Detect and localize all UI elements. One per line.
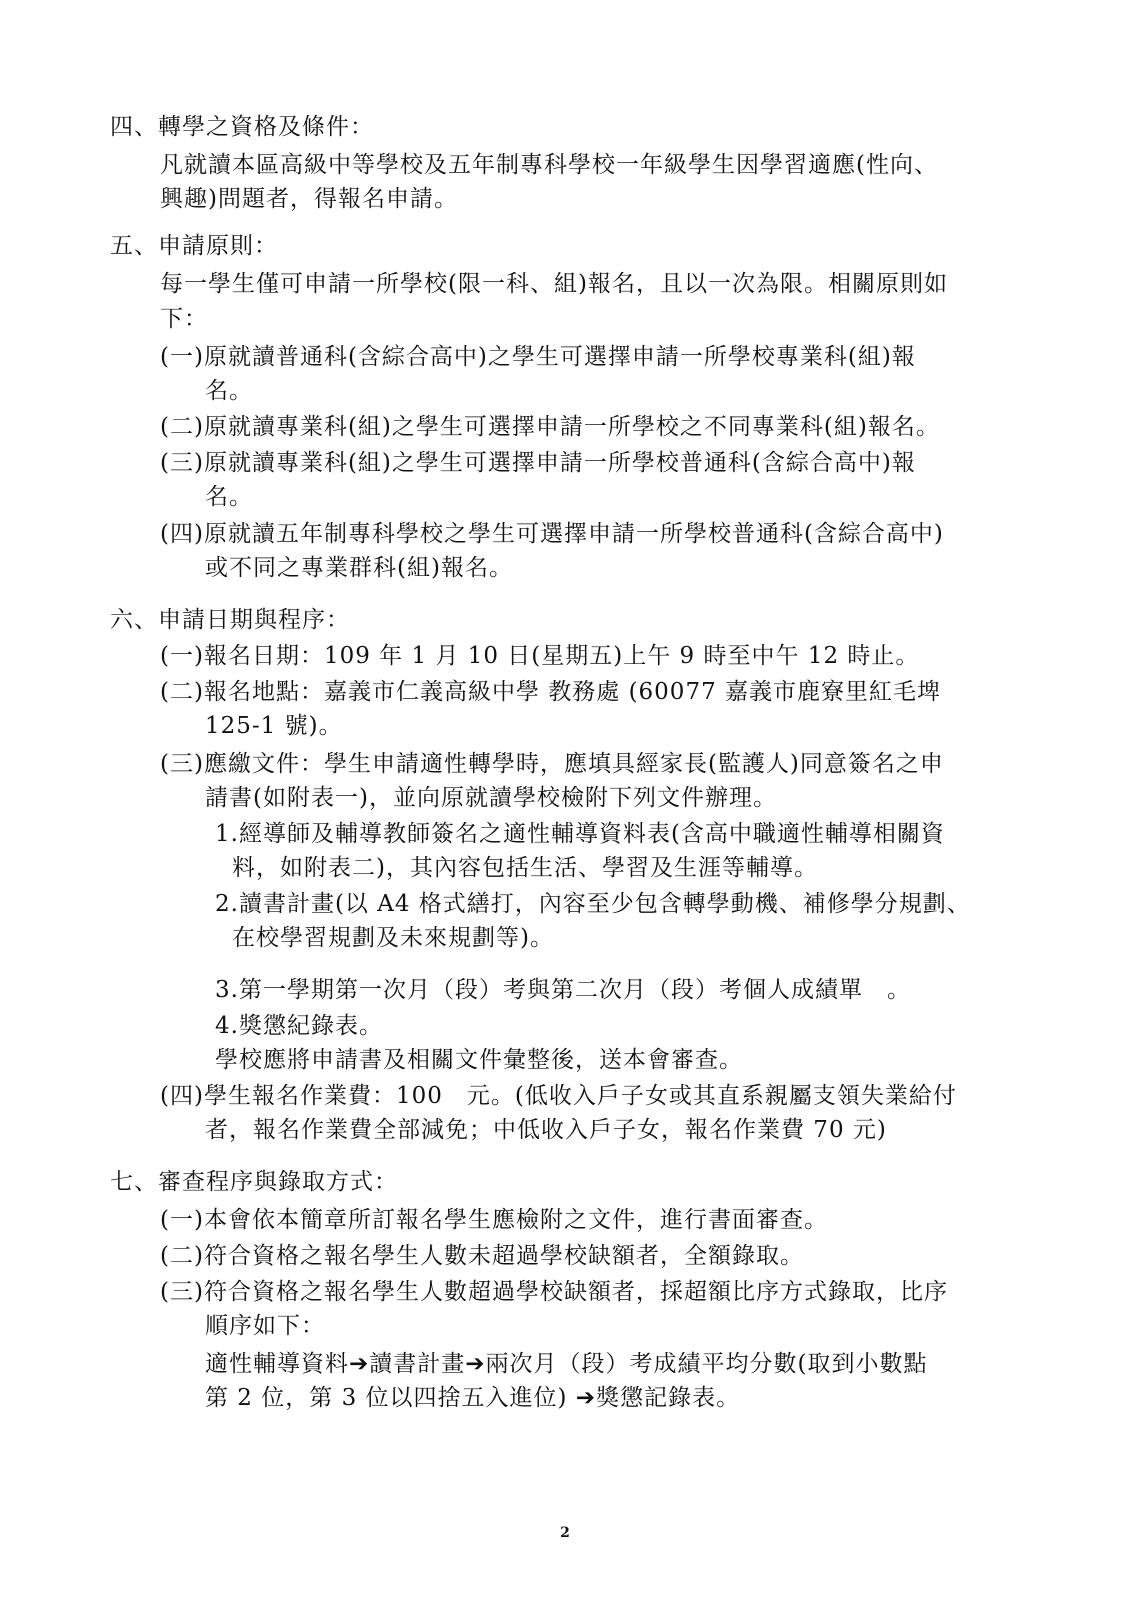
section7-item3-line2: 順序如下：	[205, 1313, 325, 1339]
section6-sub1-line2: 料，如附表二)，其內容包括生活、學習及生涯等輔導。	[232, 855, 818, 881]
section5-body-line1: 每一學生僅可申請一所學校(限一科、組)報名，且以一次為限。相關原則如	[160, 271, 948, 297]
section7-order-line1: 適性輔導資料➔讀書計畫➔兩次月（段）考成績平均分數(取到小數點	[205, 1351, 928, 1377]
section7-item3-line1: (三)符合資格之報名學生人數超過學校缺額者，採超額比序方式錄取，比序	[160, 1279, 948, 1305]
section5-item1-line2: 名。	[205, 378, 253, 404]
section6-note: 學校應將申請書及相關文件彙整後，送本會審查。	[215, 1047, 743, 1073]
section5-item4-line1: (四)原就讀五年制專科學校之學生可選擇申請一所學校普通科(含綜合高中)	[160, 521, 944, 547]
section4-heading: 四、轉學之資格及條件：	[110, 114, 374, 140]
section7-order-line2: 第 2 位，第 3 位以四捨五入進位) ➔獎懲記錄表。	[205, 1385, 741, 1411]
section6-sub2-line1: 2.讀書計畫(以 A4 格式繕打，內容至少包含轉學動機、補修學分規劃、	[215, 891, 971, 917]
section7-item1: (一)本會依本簡章所訂報名學生應檢附之文件，進行書面審查。	[160, 1207, 828, 1233]
section6-sub3: 3.第一學期第一次月（段）考與第二次月（段）考個人成績單 。	[215, 977, 911, 1003]
section5-body-line2: 下：	[160, 306, 208, 332]
section4-body-line2: 興趣)問題者，得報名申請。	[160, 186, 458, 212]
section5-item2-line1: (二)原就讀專業科(組)之學生可選擇申請一所學校之不同專業科(組)報名。	[160, 414, 940, 440]
section7-heading: 七、審查程序與錄取方式：	[110, 1169, 398, 1195]
section5-item3-line2: 名。	[205, 484, 253, 510]
section6-item4-line1: (四)學生報名作業費：100 元。(低收入戶子女或其直系親屬支領失業給付	[160, 1083, 957, 1109]
section6-item3-line1: (三)應繳文件：學生申請適性轉學時，應填具經家長(監護人)同意簽名之申	[160, 751, 944, 777]
section4-body-line1: 凡就讀本區高級中等學校及五年制專科學校一年級學生因學習適應(性向、	[160, 152, 938, 178]
section6-item3-line2: 請書(如附表一)，並向原就讀學校檢附下列文件辦理。	[205, 785, 777, 811]
section6-sub1-line1: 1.經導師及輔導教師簽名之適性輔導資料表(含高中職適性輔導相關資	[215, 821, 945, 847]
page-number: 2	[560, 1525, 570, 1541]
section5-heading: 五、申請原則：	[110, 233, 278, 259]
section6-item2-line2: 125-1 號)。	[205, 713, 343, 739]
section6-item2-line1: (二)報名地點：嘉義市仁義高級中學 教務處 (60077 嘉義市鹿寮里紅毛埤	[160, 679, 942, 705]
section7-item2: (二)符合資格之報名學生人數未超過學校缺額者，全額錄取。	[160, 1243, 804, 1269]
section5-item3-line1: (三)原就讀專業科(組)之學生可選擇申請一所學校普通科(含綜合高中)報	[160, 450, 916, 476]
section5-item1-line1: (一)原就讀普通科(含綜合高中)之學生可選擇申請一所學校專業科(組)報	[160, 344, 916, 370]
section6-sub4: 4.獎懲紀錄表。	[215, 1013, 383, 1039]
section6-item1: (一)報名日期：109 年 1 月 10 日(星期五)上午 9 時至中午 12 時止。	[160, 643, 920, 669]
section5-item4-line2: 或不同之專業群科(組)報名。	[205, 555, 513, 581]
section6-heading: 六、申請日期與程序：	[110, 607, 350, 633]
section6-item4-line2: 者，報名作業費全部減免；中低收入戶子女，報名作業費 70 元)	[205, 1117, 887, 1143]
section6-sub2-line2: 在校學習規劃及未來規劃等)。	[232, 925, 554, 951]
